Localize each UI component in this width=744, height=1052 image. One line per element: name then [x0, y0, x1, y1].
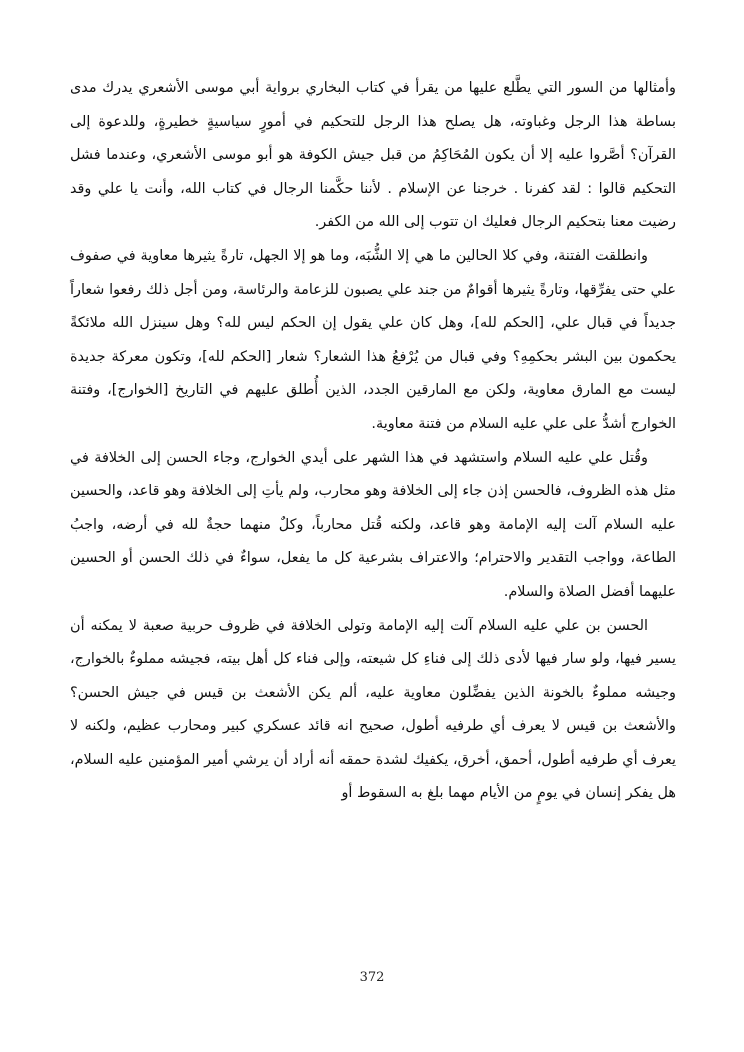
paragraph-1: وأمثالها من السور التي يطَّلع عليها من يقرأ في كتاب البخاري برواية أبي موسى الأشعري يدرك مدى بساطة هذا الرجل وغباوته، هل يصلح هذا الرجل للتحكيم في أمورٍ سياسيةٍ خطيرةٍ، وللدعوة إلى القرآن؟ أصَّروا عليه إلا أن يكون المُحَاكِمُ من قبل جيش الكوفة هو أبو موسى الأشعري، وعندما فشل التحكيم قالوا : لقد كفرنا . خرجنا عن الإسلام . لأننا حكَّمنا الرجال في كتاب الله، وأنت يا علي وقد رضيت معنا بتحكيم الرجال فعليك ان تتوب إلى الله من الكفر. [70, 80, 676, 231]
body-text [70, 72, 676, 811]
paragraph-3: وقُتل علي عليه السلام واستشهد في هذا الشهر على أيدي الخوارج، وجاء الحسن إلى الخلافة في مثل هذه الظروف، فالحسن إذن جاء إلى الخلافة وهو محارب، ولم يأتِ إلى الخلافة وهو قاعد، والحسين عليه السلام آلت إليه الإمامة وهو قاعد، ولكنه قُتل محارباً، وكلٌ منهما حجةٌ لله في أرضه، واجبُ الطاعة، وواجب التقدير والاحترام؛ والاعتراف بشرعية كل ما يفعل، سواءٌ في ذلك الحسن أو الحسين عليهما أفضل الصلاة والسلام. [70, 449, 676, 600]
paragraph-4: الحسن بن علي عليه السلام آلت إليه الإمامة وتولى الخلافة في ظروف حربية صعبة لا يمكنه أن يسير فيها، ولو سار فيها لأدى ذلك إلى فناءِ كل شيعته، وإلى فناء كل أهل بيته، فجيشه مملوءٌ بالخوارج، وجيشه مملوءٌ بالخونة الذين يفضِّلون معاوية عليه، ألم يكن الأشعث بن قيس في جيش الحسن؟ والأشعث بن قيس لا يعرف أي طرفيه أطول، صحيح انه قائد عسكري كبير ومحارب عظيم، ولكنه لا يعرف أي طرفيه أطول، أحمق، أخرق، يكفيك لشدة حمقه أنه أراد أن يرشي أمير المؤمنين عليه السلام، هل يفكر إنسان في يومٍ من الأيام مهما بلغ به السقوط أو [70, 617, 676, 802]
paragraph-2: وانطلقت الفتنة، وفي كلا الحالين ما هي إلا الشُّبَه، وما هو إلا الجهل، تارةً يثيرها معاوية في صفوف علي حتى يفرِّقها، وتارةً يثيرها أقوامٌ من جند علي يصبون للزعامة والرئاسة، ومن أجل ذلك رفعوا شعاراً جديداً في قبال علي، [الحكم لله]، وهل كان علي يقول إن الحكم ليس لله؟ وهل سينزل الله ملائكةً يحكمون بين البشر بحكمِهِ؟ وفي قبال من يُرْفعُ هذا الشعار؟ شعار [الحكم لله]، وتكون معركة جديدة ليست مع المارق معاوية، ولكن مع المارقين الجدد، الذين أُطلق عليهم في التاريخ [الخوارج]، وفتنة الخوارج أشدُّ على علي عليه السلام من فتنة معاوية. [70, 247, 676, 432]
page-number: 372 [359, 970, 385, 985]
